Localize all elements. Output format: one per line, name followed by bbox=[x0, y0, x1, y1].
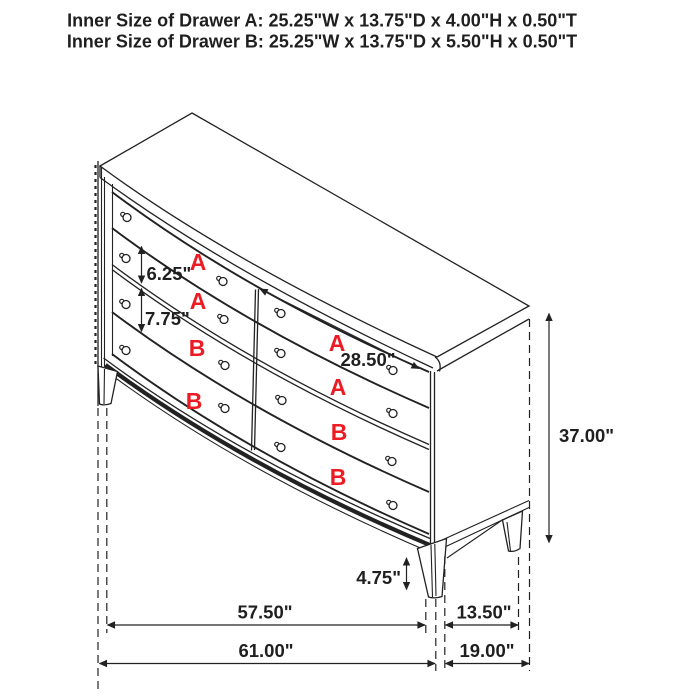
knob-icon bbox=[120, 253, 130, 262]
dim-overall-width bbox=[100, 640, 436, 664]
dim-text: 6.25" bbox=[146, 263, 192, 284]
header bbox=[67, 11, 577, 52]
dim-text: 13.50" bbox=[456, 601, 512, 623]
dim-drawer-b-height bbox=[142, 289, 190, 332]
right-drawer3-label: B bbox=[330, 419, 348, 445]
dim-text: 4.75" bbox=[356, 567, 401, 588]
knob-icon bbox=[217, 276, 227, 285]
knob-icon bbox=[120, 345, 130, 354]
dim-text: 19.00" bbox=[459, 640, 515, 661]
dim-overall-depth bbox=[446, 640, 530, 664]
dim-text: 7.75" bbox=[145, 308, 190, 329]
left-drawer1-label: A bbox=[189, 249, 207, 275]
knob-icon bbox=[276, 395, 286, 404]
knob-icon bbox=[120, 299, 130, 308]
knob-icon bbox=[387, 408, 397, 417]
drawer-a-inner-size-text: Inner Size of Drawer A: 25.25"W x 13.75"D x 4.00"H x 0.50"T bbox=[67, 10, 577, 31]
dim-front-leg-span bbox=[108, 602, 426, 626]
left-drawer3-label: B bbox=[188, 335, 206, 361]
right-drawer1-label: A bbox=[328, 330, 346, 356]
front-left-leg-edge bbox=[104, 369, 105, 404]
dim-text: 28.50" bbox=[340, 349, 396, 370]
dim-side-leg-span bbox=[446, 602, 519, 626]
drawer-b-inner-size-text: Inner Size of Drawer B: 25.25"W x 13.75"D x 5.50"H x 0.50"T bbox=[66, 31, 578, 52]
knob-icon bbox=[275, 308, 285, 317]
legs bbox=[98, 366, 523, 598]
right-drawer4-label: B bbox=[329, 464, 347, 490]
extension-lines bbox=[98, 319, 530, 689]
knob-icon bbox=[275, 348, 285, 357]
dim-drawer-a-height bbox=[142, 247, 192, 285]
knob-icon bbox=[219, 403, 229, 412]
knob-icon bbox=[218, 314, 228, 323]
dim-leg-height bbox=[356, 558, 406, 590]
knob-icon bbox=[387, 500, 397, 509]
dim-text: 57.50" bbox=[237, 601, 293, 623]
knob-icon bbox=[121, 212, 131, 221]
right-drawer2-label: A bbox=[329, 374, 347, 400]
knob-icon bbox=[275, 442, 285, 451]
knob-icon bbox=[219, 360, 229, 369]
dim-overall-height bbox=[549, 314, 614, 543]
dim-text: 61.00" bbox=[238, 640, 294, 661]
left-drawer4-label: B bbox=[185, 388, 203, 414]
left-drawer2-label: A bbox=[189, 288, 207, 314]
knob-icon bbox=[386, 456, 396, 465]
dim-text: 37.00" bbox=[559, 425, 615, 446]
drawer-row4-bottom-line bbox=[112, 354, 429, 534]
rear-right-leg bbox=[503, 511, 523, 551]
front-left-leg bbox=[98, 366, 118, 405]
dresser-drawing bbox=[96, 113, 530, 598]
